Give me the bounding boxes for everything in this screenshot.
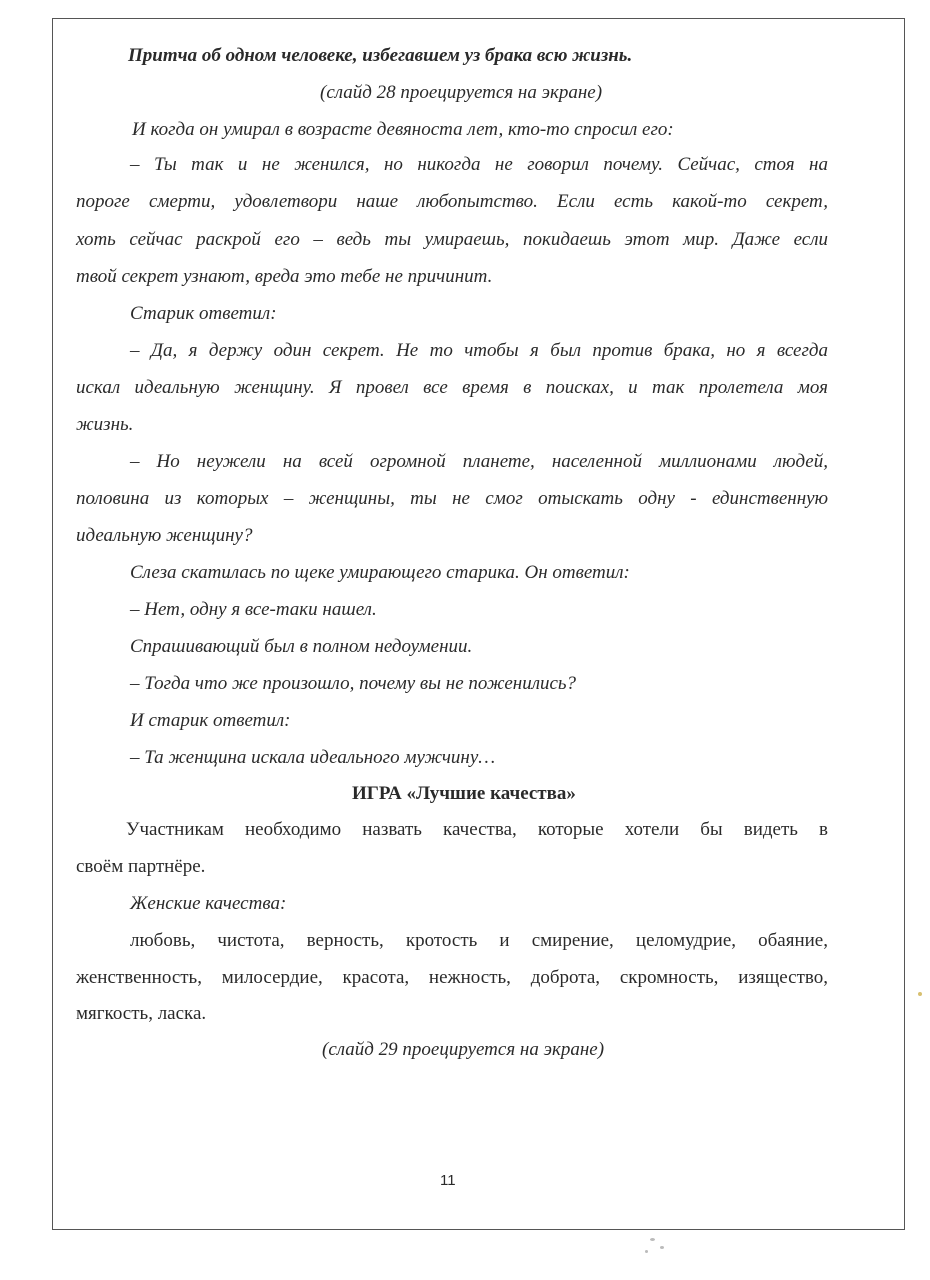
game-title: ИГРА «Лучшие качества»	[352, 783, 576, 804]
text-line: твой секрет узнают, вреда это тебе не причинит.	[76, 266, 493, 287]
text-line: пороге смерти, удовлетвори наше любопытство. Если есть какой-то секрет,	[76, 191, 828, 212]
text-line: Старик ответил:	[130, 303, 277, 324]
text-line: – Та женщина искала идеального мужчину…	[130, 747, 496, 768]
slide-note-29: (слайд 29 проецируется на экране)	[322, 1039, 605, 1060]
text-line: идеальную женщину?	[76, 525, 253, 546]
slide-note-28: (слайд 28 проецируется на экране)	[320, 82, 603, 103]
text-line: И когда он умирал в возрасте девяноста лет, кто-то спросил его:	[132, 119, 674, 140]
game-intro-line: Участникам необходимо назвать качества, которые хотели бы видеть в	[126, 819, 828, 840]
scan-speck	[650, 1238, 655, 1241]
parable-title: Притча об одном человеке, избегавшем уз брака всю жизнь.	[128, 45, 633, 66]
qualities-line: мягкость, ласка.	[76, 1003, 207, 1024]
female-qualities-heading: Женские качества:	[130, 893, 287, 914]
scan-speck	[660, 1246, 664, 1249]
page-number: 11	[440, 1172, 456, 1189]
qualities-line: женственность, милосердие, красота, нежность, доброта, скромность, изящество,	[76, 967, 828, 988]
scan-speck	[918, 992, 922, 996]
text-line: И старик ответил:	[130, 710, 291, 731]
qualities-line: любовь, чистота, верность, кротость и смирение, целомудрие, обаяние,	[130, 930, 828, 951]
text-line: – Ты так и не женился, но никогда не говорил почему. Сейчас, стоя на	[130, 154, 828, 175]
text-line: – Да, я держу один секрет. Не то чтобы я был против брака, но я всегда	[130, 340, 828, 361]
text-line: – Но неужели на всей огромной планете, населенной миллионами людей,	[130, 451, 828, 472]
text-line: половина из которых – женщины, ты не смог отыскать одну - единственную	[76, 488, 828, 509]
text-line: Слеза скатилась по щеке умирающего старика. Он ответил:	[130, 562, 630, 583]
text-line: искал идеальную женщину. Я провел все время в поисках, и так пролетела моя	[76, 377, 828, 398]
text-line: хоть сейчас раскрой его – ведь ты умираешь, покидаешь этот мир. Даже если	[76, 229, 828, 250]
game-intro-line: своём партнёре.	[76, 856, 206, 877]
text-line: – Тогда что же произошло, почему вы не поженились?	[130, 673, 577, 694]
scan-speck	[645, 1250, 648, 1253]
text-line: Спрашивающий был в полном недоумении.	[130, 636, 473, 657]
text-line: жизнь.	[76, 414, 134, 435]
text-line: – Нет, одну я все-таки нашел.	[130, 599, 377, 620]
